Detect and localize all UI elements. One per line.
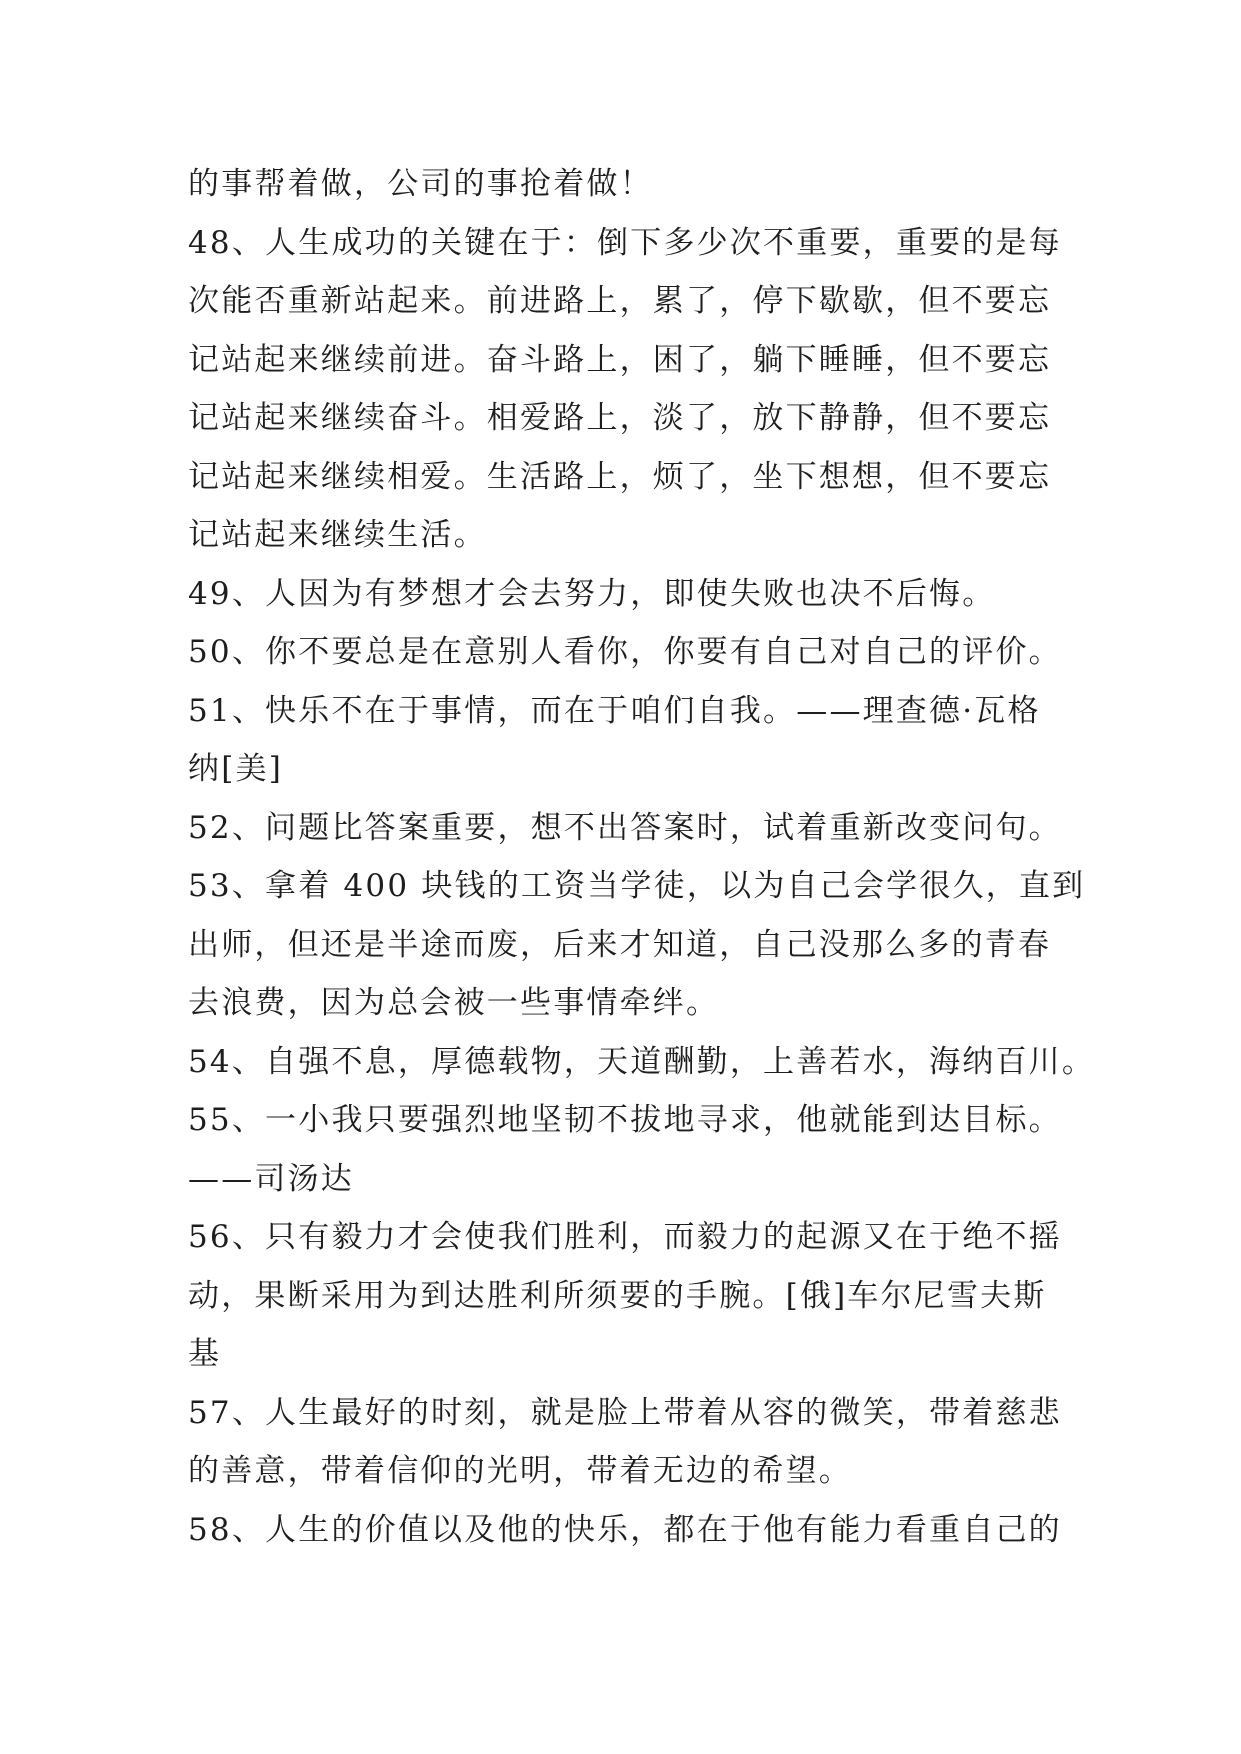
text-line: 记站起来继续前进。奋斗路上，困了，躺下睡睡，但不要忘 (188, 341, 1052, 378)
text-line: 的善意，带着信仰的光明，带着无边的希望。 (188, 1453, 852, 1489)
text-line: 出师，但还是半途而废，后来才知道，自己没那么多的青春 (188, 926, 1052, 963)
text-line: 记站起来继续奋斗。相爱路上，淡了，放下静静，但不要忘 (188, 400, 1052, 436)
text-line: 58、人生的价值以及他的快乐，都在于他有能力看重自己的 (188, 1511, 1062, 1548)
text-line: 55、一小我只要强烈地坚韧不拔地寻求，他就能到达目标。 (188, 1102, 1062, 1138)
text-line: ——司汤达 (188, 1160, 354, 1197)
text-line: 48、人生成功的关键在于：倒下多少次不重要，重要的是每 (188, 224, 1062, 261)
text-line: 记站起来继续生活。 (188, 517, 487, 553)
text-line: 50、你不要总是在意别人看你，你要有自己对自己的评价。 (188, 634, 1062, 670)
text-line: 去浪费，因为总会被一些事情牵绊。 (188, 985, 720, 1021)
text-line: 的事帮着做，公司的事抢着做！ (188, 166, 653, 202)
text-line: 57、人生最好的时刻，就是脸上带着从容的微笑，带着慈悲 (188, 1394, 1062, 1431)
text-line: 54、自强不息，厚德载物，天道酬勤，上善若水，海纳百川。 (188, 1043, 1096, 1080)
text-line: 53、拿着 400 块钱的工资当学徒，以为自己会学很久，直到 (188, 868, 1086, 904)
text-line: 52、问题比答案重要，想不出答案时，试着重新改变问句。 (188, 809, 1062, 846)
text-line: 51、快乐不在于事情，而在于咱们自我。——理查德·瓦格 (188, 692, 1041, 729)
text-line: 次能否重新站起来。前进路上，累了，停下歇歇，但不要忘 (188, 283, 1052, 319)
text-line: 49、人因为有梦想才会去努力，即使失败也决不后悔。 (188, 575, 996, 612)
document-page (188, 155, 1096, 1559)
text-line: 56、只有毅力才会使我们胜利，而毅力的起源又在于绝不摇 (188, 1219, 1062, 1255)
text-line: 动，果断采用为到达胜利所须要的手腕。[俄]车尔尼雪夫斯 (188, 1277, 1047, 1314)
text-line: 记站起来继续相爱。生活路上，烦了，坐下想想，但不要忘 (188, 458, 1052, 495)
text-line: 基 (188, 1336, 222, 1372)
text-line: 纳[美] (188, 751, 283, 787)
